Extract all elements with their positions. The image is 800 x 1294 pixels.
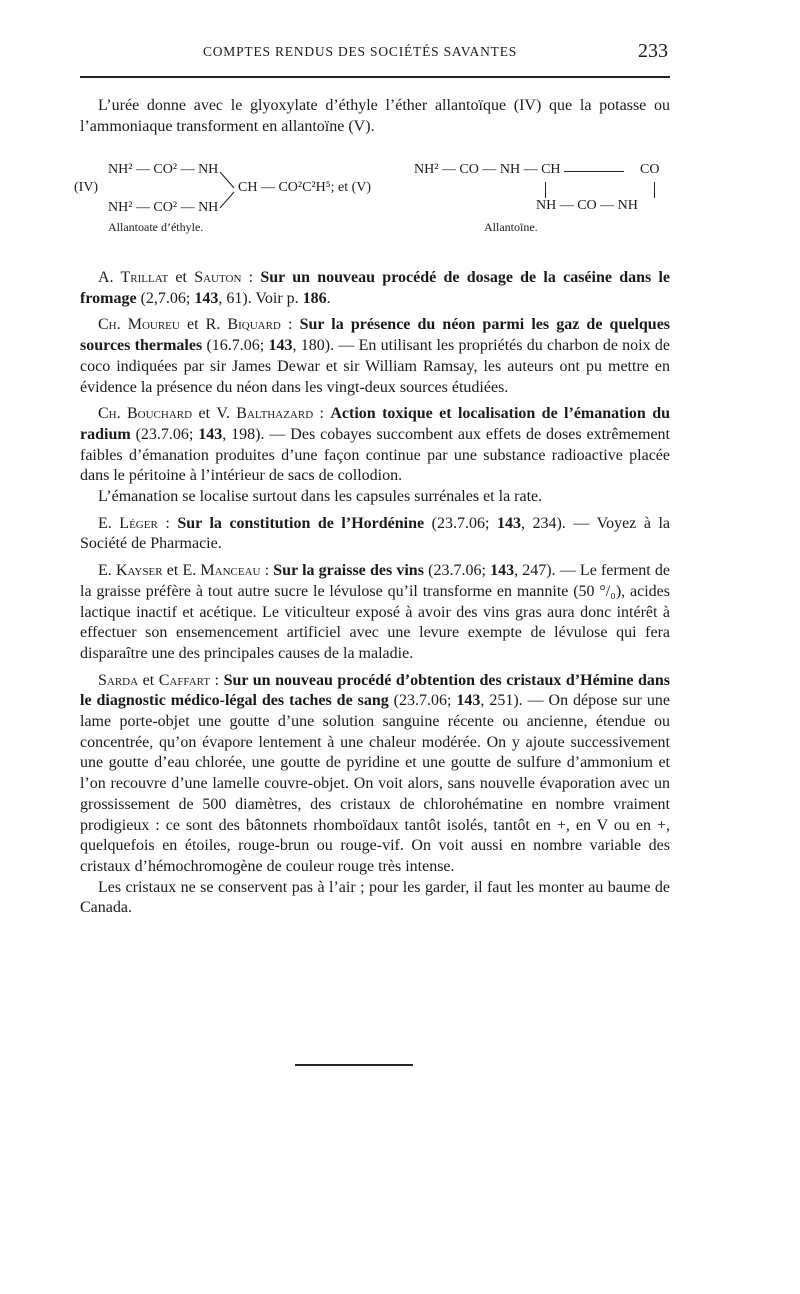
entry-title: Sur la constitution de l’Hordénine <box>177 514 425 532</box>
entry-volume: 143 <box>268 337 293 355</box>
entry-title: Sur un nouveau procédé d’obtention des cristaux d’Hémine dans le diagnostic médico-légal des taches de sang <box>80 671 671 710</box>
page-number: 233 <box>638 40 668 62</box>
entry-title: Sur un nouveau procédé de dosage de la caséine dans le fromage <box>80 269 671 307</box>
formula-v-bond-right <box>654 182 655 198</box>
entry-author: E. Kayser <box>98 562 163 580</box>
formula-v-long-bond <box>564 171 624 172</box>
formula-v-top-left: NH² — CO — NH — CH <box>414 162 561 177</box>
entry-volume: 143 <box>198 425 223 443</box>
entry-coauthor: Caffart <box>158 671 211 689</box>
entry-author: A. Trillat <box>98 269 169 286</box>
entry-bouchard: Ch. Bouchard et V. Balthazard : Action toxique et localisation de l’émanation du radium (23.7.06; 143, 198). — Des cobayes succombent aux effets de doses extrêmement faibles d’émanation produites d’une façon continue par une substance radioactive placée dans le péritoine à l’intérieur de sacs de collodion. <box>80 405 671 485</box>
formula-v-bottom: NH — CO — NH <box>536 198 638 213</box>
formula-bracket-lines <box>218 168 238 212</box>
formula-v-top-right: CO <box>640 162 660 177</box>
formula-iv-top: NH² — CO² — NH <box>108 162 219 177</box>
entry-volume: 143 <box>456 692 481 710</box>
entry-sarda: Sarda et Caffart : Sur un nouveau procédé d’obtention des cristaux d’Hémine dans le diagnostic médico-légal des taches de sang (23.7.06; 143, 251). — On dépose sur une lame porte-objet une goutte d’une solution sanguine récente ou ancienne, étendue ou concentrée, qu’on évapore lentement à une chaleur modérée. On y ajoute successivement une goutte d’eau chlorée, une goutte de pyridine et une goutte de sulfure d’ammonium et l’on recouvre d’une lamelle couvre-objet. On voit alors, sans nouvelle évaporation avec un grossissement de 500 diamètres, des cristaux de chlorohématine en nombre vraiment prodigieux : ce sont des bâtonnets rhomboïdaux tantôt isolés, tantôt en +, en V ou en +, quelquefois en étoiles, rouge-brun ou rouge-vif. On voit aussi en nombre variable des cristaux d’hémochromogène de couleur rouge très intense. <box>80 671 671 875</box>
entry-trillat: A. Trillat et Sauton : Sur un nouveau procédé de dosage de la caséine dans le fromage (2,7.06; 143, 61). Voir p. 186. <box>80 269 671 307</box>
entry-coauthor: Sauton <box>194 269 242 286</box>
entry-leger: E. Léger : Sur la constitution de l’Hordénine (23.7.06; 143, 234). — Voyez à la Société de Pharmacie. <box>80 514 671 553</box>
entry-coauthor: R. Biquard <box>205 316 281 334</box>
entry-body: — En utilisant les propriétés du charbon de noix de coco indiquées par sir James Dewar et sir William Ramsay, les auteurs ont pu mettre en évidence la présence du néon dans les vingt-deux sources étudiées. <box>80 337 670 396</box>
end-rule <box>295 1064 413 1066</box>
entry-volume: 143 <box>490 562 515 580</box>
entry-author: Ch. Moureu <box>98 316 180 334</box>
entry-moureu: Ch. Moureu et R. Biquard : Sur la présence du néon parmi les gaz de quelques sources thermales (16.7.06; 143, 180). — En utilisant les propriétés du charbon de noix de coco indiquées par sir James Dewar et sir William Ramsay, les auteurs ont pu mettre en évidence la présence du néon dans les vingt-deux sources étudiées. <box>80 316 671 396</box>
entry-title: Sur la graisse des vins <box>273 562 424 580</box>
entry-title: Sur la présence du néon parmi les gaz de quelques sources thermales <box>80 316 671 355</box>
intro-paragraph: L’urée donne avec le glyoxylate d’éthyle l’éther allantoïque (IV) que la potasse ou l’ammoniaque transforment en allantoïne (V). <box>80 97 670 135</box>
entry-volume: 143 <box>496 514 521 532</box>
entry-coauthor: V. Balthazard <box>216 405 314 423</box>
running-title: COMPTES RENDUS DES SOCIÉTÉS SAVANTES <box>202 44 518 59</box>
page-header <box>80 40 668 74</box>
entry-author: Ch. Bouchard <box>98 405 193 423</box>
paragraph-emanation: L’émanation se localise surtout dans les capsules surrénales et la rate. <box>98 488 543 506</box>
entry-body: — Des cobayes succombent aux effets de doses extrêmement faibles d’émanation produites d’une façon continue par une substance radioactive placée dans le péritoine à l’intérieur de sacs de collodion. <box>80 425 670 485</box>
chemical-formula <box>74 158 674 236</box>
entry-author: Sarda <box>98 671 139 689</box>
formula-iv-center: CH — CO²C²H⁵; et (V) <box>238 180 372 195</box>
entry-coauthor: E. Manceau <box>182 562 261 580</box>
formula-v-caption: Allantoïne. <box>484 220 538 234</box>
entry-body: — Voyez à la Société de Pharmacie. <box>80 514 671 553</box>
formula-iv-bottom: NH² — CO² — NH <box>108 200 219 215</box>
formula-iv-caption: Allantoate d’éthyle. <box>108 220 204 234</box>
entry-title: Action toxique et localisation de l’émanation du radium <box>80 405 671 443</box>
intro-block <box>80 96 670 137</box>
formula-label-iv: (IV) <box>74 180 99 195</box>
entry-kayser: E. Kayser et E. Manceau : Sur la graisse des vins (23.7.06; 143, 247). — Le ferment de la graisse préfère à tout autre sucre le lévulose qu’il transforme en mannite (50 °/₀), acides lactique inactif et acétique. Le viticulteur exposé à avoir des vins gras aura donc intérêt à effectuer son ensemencement artificiel avec une levure exempte de lévulose qui fera disparaître une des principales causes de la maladie. <box>80 562 671 662</box>
entry-body: — Le ferment de la graisse préfère à tout autre sucre le lévulose qu’il transforme en mannite (50 °/₀), acides lactique inactif et acétique. Le viticulteur exposé à avoir des vins gras aura donc intérêt à effectuer son ensemencement artificiel avec une levure exempte de lévulose qui fera disparaître une des principales causes de la maladie. <box>80 562 671 662</box>
paragraph-final: Les cristaux ne se conservent pas à l’air ; pour les garder, il faut les monter au baume de Canada. <box>80 878 670 917</box>
entry-volume: 143 <box>194 289 219 307</box>
formula-v-bond-left <box>545 182 546 198</box>
header-rule <box>80 76 670 78</box>
entry-body: — On dépose sur une lame porte-objet une goutte d’une solution sanguine récente ou ancienne, étendue ou concentrée, qu’on évapore lentement à une chaleur modérée. On y ajoute successivement une goutte d’eau chlorée, une goutte de pyridine et une goutte de sulfure d’ammonium et l’on recouvre d’une lamelle couvre-objet. On voit alors, sans nouvelle évaporation avec un grossissement de 500 diamètres, des cristaux de chlorohématine en nombre vraiment prodigieux : ce sont des bâtonnets rhomboïdaux tantôt isolés, tantôt en +, en V ou en +, quelquefois en étoiles, rouge-brun ou rouge-vif. On voit aussi en nombre variable des cristaux d’hémochromogène de couleur rouge très intense. <box>80 692 671 875</box>
entry-page-ref: 186 <box>302 289 327 307</box>
main-text <box>80 262 670 919</box>
entry-author: E. Léger <box>98 514 158 532</box>
